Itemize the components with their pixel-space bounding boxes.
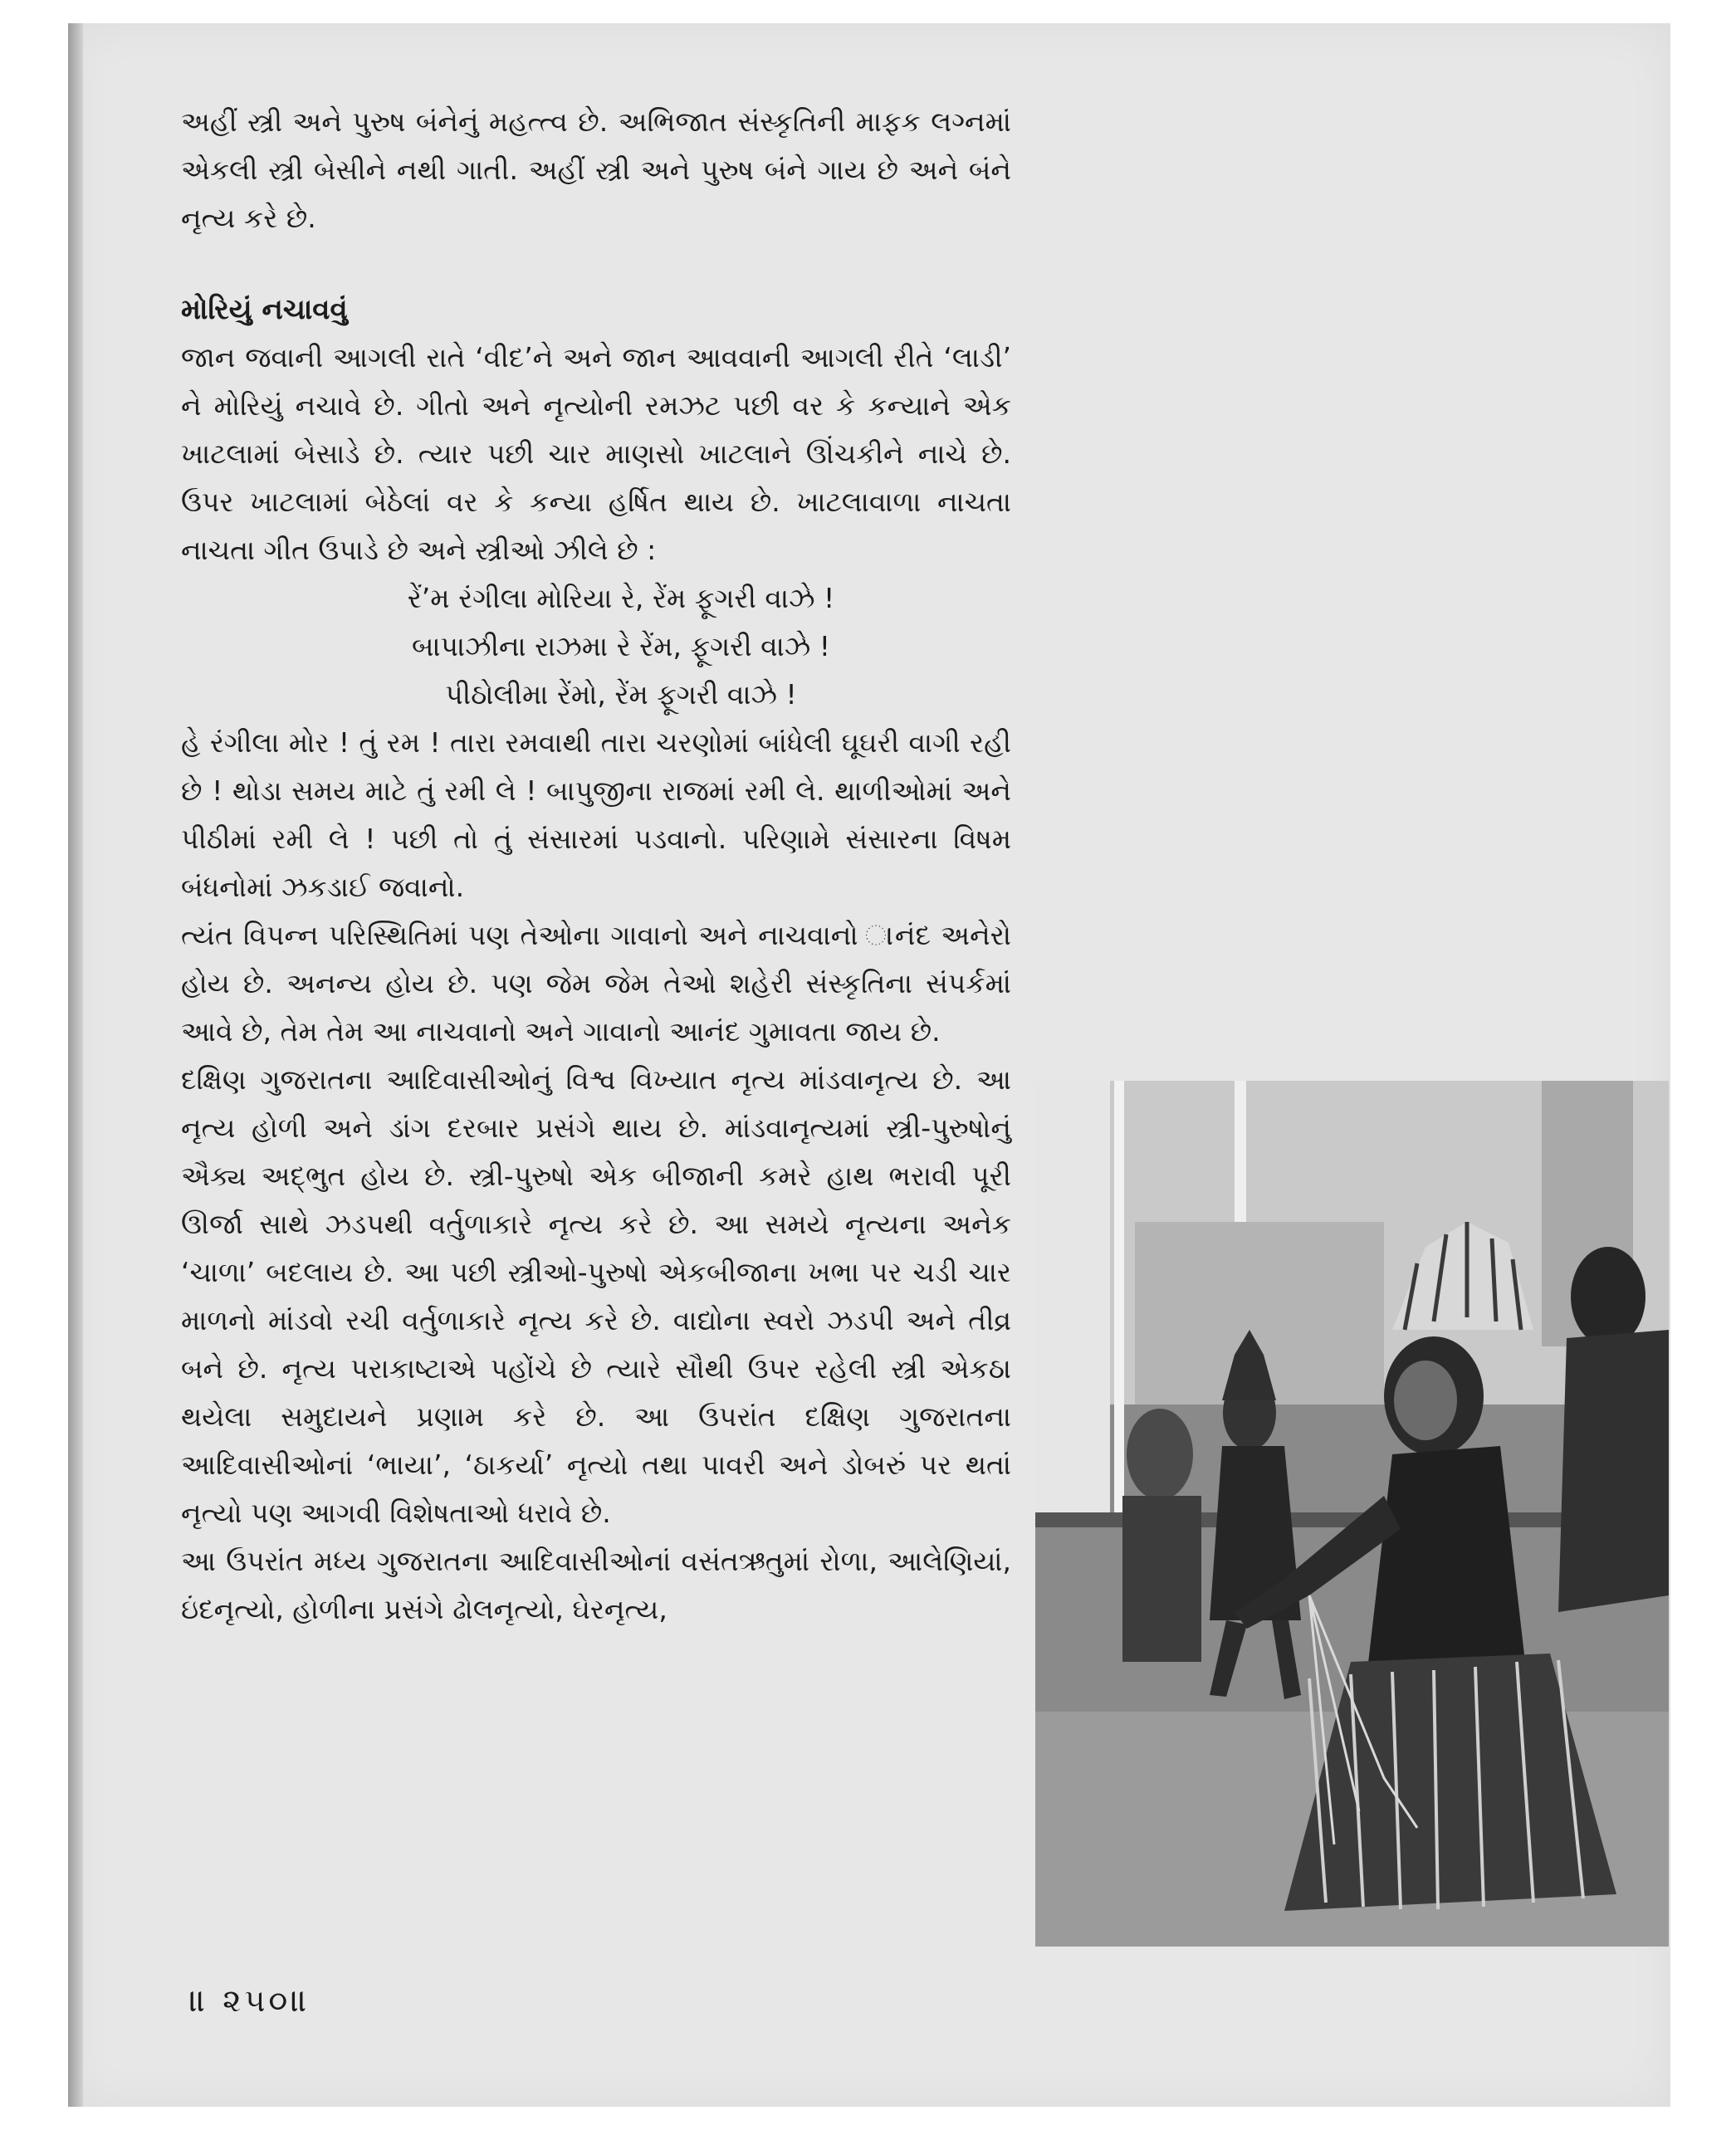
paragraph-intro: અહીં સ્ત્રી અને પુરુષ બંનેનું મહત્ત્વ છે. અભિજાત સંસ્કૃતિની માફક લગ્નમાં એકલી સ્ત્રી બેસીને નથી ગાતી. અહીં સ્ત્રી અને પુરુષ બંને ગાય છે અને બંને નૃત્ય કરે છે.	[181, 105, 1011, 234]
page-number: ॥ ૨૫૦॥	[189, 1982, 311, 2019]
book-gutter-shadow	[68, 23, 83, 2107]
paragraph-moriyu: જાન જવાની આગલી રાતે ‘વીદ’ને અને જાન આવવાની આગલી રીતે ‘લાડી’ ને મોરિયું નચાવે છે. ગીતો અને નૃત્યોની રમઝટ પછી વર કે કન્યાને એક ખાટલામાં બેસાડે છે. ત્યાર પછી ચાર માણસો ખાટલાને ઊંચકીને નાચે છે. ઉપર ખાટલામાં બેઠેલાં વર કે કન્યા હર્ષિત થાય છે. ખાટલાવાળા નાચતા નાચતા ગીત ઉપાડે છે અને સ્ત્રીઓ ઝીલે છે :	[181, 341, 1011, 566]
paragraph-joy: ત્યંત વિપન્ન પરિસ્થિતિમાં પણ તેઓના ગાવાનો અને નાચવાનો ાનંદ અનેરો હોય છે. અનન્ય હોય છે. પણ જેમ જેમ તેઓ શહેરી સંસ્કૃતિના સંપર્કમાં આવે છે, તેમ તેમ આ નાચવાનો અને ગાવાનો આનંદ ગુમાવતા જાય છે.	[181, 919, 1011, 1048]
tribal-dance-photo	[1035, 1081, 1669, 1947]
section-heading: મોરિયું નચાવવું	[181, 293, 348, 326]
verse-line-1: રેંʼમ રંગીલા મોરિયા રે, રેંમ ફૂગરી વાઝે !	[407, 582, 835, 614]
verse-line-2: બાપાઝીના રાઝમા રે રેંમ, ફૂગરી વાઝે !	[411, 630, 831, 662]
verse-line-3: પીઠોલીમા રેંમો, રેંમ ફૂગરી વાઝે !	[445, 678, 797, 711]
paragraph-meaning: હે રંગીલા મોર ! તું રમ ! તારા રમવાથી તારા ચરણોમાં બાંધેલી ઘૂઘરી વાગી રહી છે ! થોડા સમય માટે તું રમી લે ! બાપુજીના રાજમાં રમી લે. થાળીઓમાં અને પીઠીમાં રમી લે ! પછી તો તું સંસારમાં પડવાનો. પરિણામે સંસારના વિષમ બંધનોમાં ઝકડાઈ જવાનો.	[181, 726, 1011, 903]
body-text-column	[181, 98, 1011, 1634]
paragraph-mandva-dance: દક્ષિણ ગુજરાતના આદિવાસીઓનું વિશ્વ વિખ્યાત નૃત્ય માંડવાનૃત્ય છે. આ નૃત્ય હોળી અને ડાંગ દરબાર પ્રસંગે થાય છે. માંડવાનૃત્યમાં સ્ત્રી-પુરુષોનું ઐક્ય અદ્ભુત હોય છે. સ્ત્રી-પુરુષો એક બીજાની કમરે હાથ ભરાવી પૂરી ઊર્જા સાથે ઝડપથી વર્તુળાકારે નૃત્ય કરે છે. આ સમયે નૃત્યના અનેક ‘ચાળા’ બદલાય છે. આ પછી સ્ત્રીઓ-પુરુષો એકબીજાના ખભા પર ચડી ચાર માળનો માંડવો રચી વર્તુળાકારે નૃત્ય કરે છે. વાદ્યોના સ્વરો ઝડપી અને તીવ્ર બને છે. નૃત્ય પરાકાષ્ટાએ પહોંચે છે ત્યારે સૌથી ઉપર રહેલી સ્ત્રી એકઠા થયેલા સમુદાયને પ્રણામ કરે છે. આ ઉપરાંત દક્ષિણ ગુજરાતના આદિવાસીઓનાં ‘ભાયા’, ‘ઠાકર્યા’ નૃત્યો તથા પાવરી અને ડોબરું પર થતાં નૃત્યો પણ આગવી વિશેષતાઓ ધરાવે છે.	[181, 1063, 1011, 1529]
paragraph-central-gujarat: આ ઉપરાંત મધ્ય ગુજરાતના આદિવાસીઓનાં વસંતઋતુમાં રોળા, આલેણિયાં, ઇંદનૃત્યો, હોળીના પ્રસંગે ઢોલનૃત્યો, ઘેરનૃત્ય,	[181, 1545, 1011, 1625]
